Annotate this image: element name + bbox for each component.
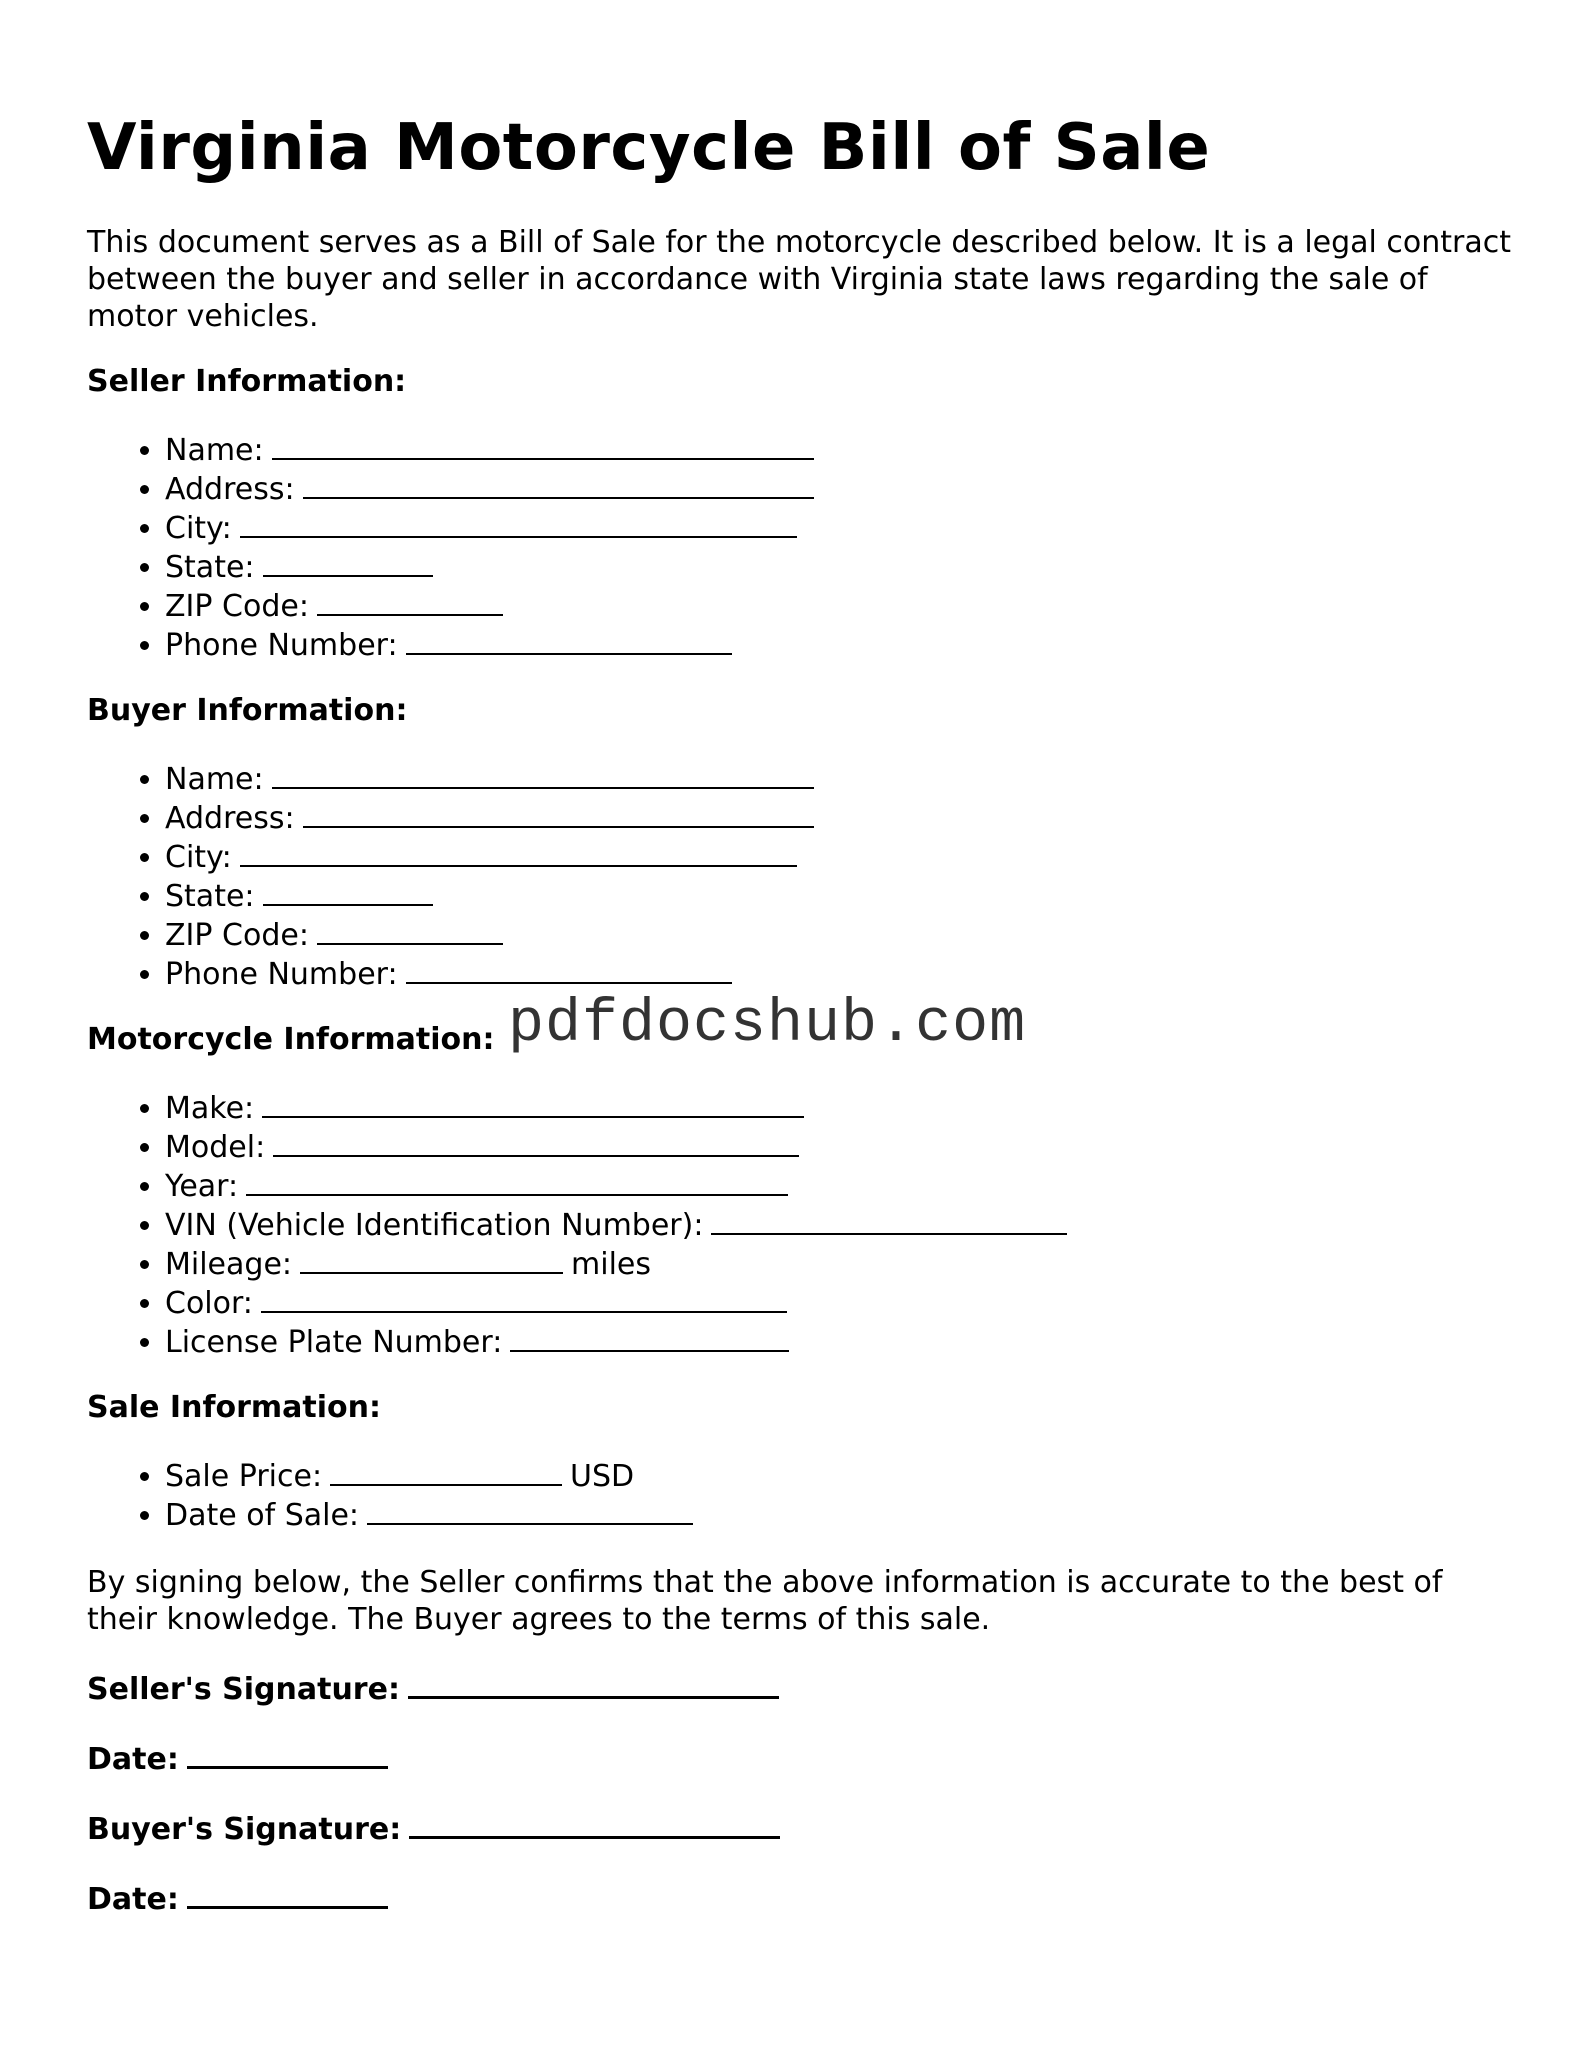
buyer-signature-label: Buyer's Signature: [87, 1812, 402, 1847]
seller-phone-label: Phone Number: [165, 628, 398, 663]
buyer-city-field[interactable] [240, 837, 797, 867]
list-item [165, 430, 1517, 469]
list-item [165, 547, 1517, 586]
buyer-date-line [87, 1878, 1517, 1918]
list-item [165, 625, 1517, 664]
vin-field[interactable] [711, 1205, 1067, 1235]
list-item [165, 876, 1517, 915]
sale-field-list [87, 1456, 1517, 1534]
model-field[interactable] [273, 1127, 799, 1157]
seller-address-field[interactable] [303, 469, 814, 499]
buyer-signature-line [87, 1808, 1517, 1848]
seller-state-label: State: [165, 550, 255, 585]
list-item [165, 1495, 1517, 1534]
list-item [165, 508, 1517, 547]
seller-date-field[interactable] [187, 1738, 388, 1769]
list-item [165, 837, 1517, 876]
motorcycle-section-heading: Motorcycle Information: [87, 1022, 495, 1057]
closing-paragraph: By signing below, the Seller confirms that the above information is accurate to the best of their knowledge. The Buyer agrees to the terms of this sale. [87, 1565, 1443, 1637]
buyer-zip-label: ZIP Code: [165, 918, 309, 953]
license-plate-label: License Plate Number: [165, 1325, 503, 1360]
list-item [165, 1244, 1517, 1283]
model-label: Model: [165, 1130, 266, 1165]
intro-paragraph: This document serves as a Bill of Sale for the motorcycle described below. It is a legal contract between the buyer and seller in accordance with Virginia state laws regarding the sale of motor vehicles. [87, 225, 1512, 334]
buyer-phone-label: Phone Number: [165, 957, 398, 992]
list-item [165, 1166, 1517, 1205]
watermark: pdfdocshub.com [508, 991, 1027, 1059]
list-item [165, 759, 1517, 798]
color-field[interactable] [261, 1283, 787, 1313]
list-item [165, 469, 1517, 508]
seller-field-list [87, 430, 1517, 664]
buyer-date-label: Date: [87, 1882, 179, 1917]
seller-state-field[interactable] [263, 547, 433, 577]
buyer-address-field[interactable] [303, 798, 814, 828]
sale-price-label: Sale Price: [165, 1459, 323, 1494]
seller-date-line [87, 1738, 1517, 1778]
buyer-state-field[interactable] [263, 876, 433, 906]
year-label: Year: [165, 1169, 239, 1204]
color-label: Color: [165, 1286, 253, 1321]
list-item [165, 1322, 1517, 1361]
make-label: Make: [165, 1091, 255, 1126]
seller-signature-label: Seller's Signature: [87, 1672, 400, 1707]
buyer-address-label: Address: [165, 801, 295, 836]
list-item [165, 1283, 1517, 1322]
buyer-name-label: Name: [165, 762, 264, 797]
list-item [165, 915, 1517, 954]
seller-signature-field[interactable] [408, 1668, 779, 1699]
document-title: Virginia Motorcycle Bill of Sale [87, 111, 1211, 185]
list-item [165, 1088, 1517, 1127]
list-item [165, 586, 1517, 625]
mileage-field[interactable] [300, 1244, 563, 1274]
seller-zip-field[interactable] [317, 586, 503, 616]
buyer-section-heading: Buyer Information: [87, 693, 408, 728]
seller-name-field[interactable] [272, 430, 814, 460]
list-item [165, 1127, 1517, 1166]
date-of-sale-label: Date of Sale: [165, 1498, 360, 1533]
mileage-unit: miles [571, 1247, 651, 1282]
buyer-state-label: State: [165, 879, 255, 914]
date-of-sale-field[interactable] [367, 1495, 693, 1525]
motorcycle-field-list [87, 1088, 1517, 1361]
price-currency: USD [570, 1459, 635, 1494]
sale-price-field[interactable] [330, 1456, 562, 1486]
seller-name-label: Name: [165, 433, 264, 468]
list-item [165, 1205, 1517, 1244]
seller-section-heading: Seller Information: [87, 364, 407, 399]
license-plate-field[interactable] [510, 1322, 789, 1352]
buyer-signature-field[interactable] [409, 1808, 780, 1839]
seller-signature-line [87, 1668, 1517, 1708]
buyer-date-field[interactable] [187, 1878, 388, 1909]
seller-date-label: Date: [87, 1742, 179, 1777]
seller-city-label: City: [165, 511, 232, 546]
make-field[interactable] [262, 1088, 804, 1118]
buyer-name-field[interactable] [272, 759, 814, 789]
seller-phone-field[interactable] [406, 625, 732, 655]
mileage-label: Mileage: [165, 1247, 293, 1282]
list-item [165, 1456, 1517, 1495]
seller-city-field[interactable] [240, 508, 797, 538]
year-field[interactable] [246, 1166, 788, 1196]
seller-address-label: Address: [165, 472, 295, 507]
buyer-city-label: City: [165, 840, 232, 875]
vin-label: VIN (Vehicle Identification Number): [165, 1208, 704, 1243]
sale-section-heading: Sale Information: [87, 1390, 381, 1425]
list-item [165, 798, 1517, 837]
seller-zip-label: ZIP Code: [165, 589, 309, 624]
buyer-field-list [87, 759, 1517, 993]
buyer-phone-field[interactable] [406, 954, 732, 984]
list-item [165, 954, 1517, 993]
buyer-zip-field[interactable] [317, 915, 503, 945]
